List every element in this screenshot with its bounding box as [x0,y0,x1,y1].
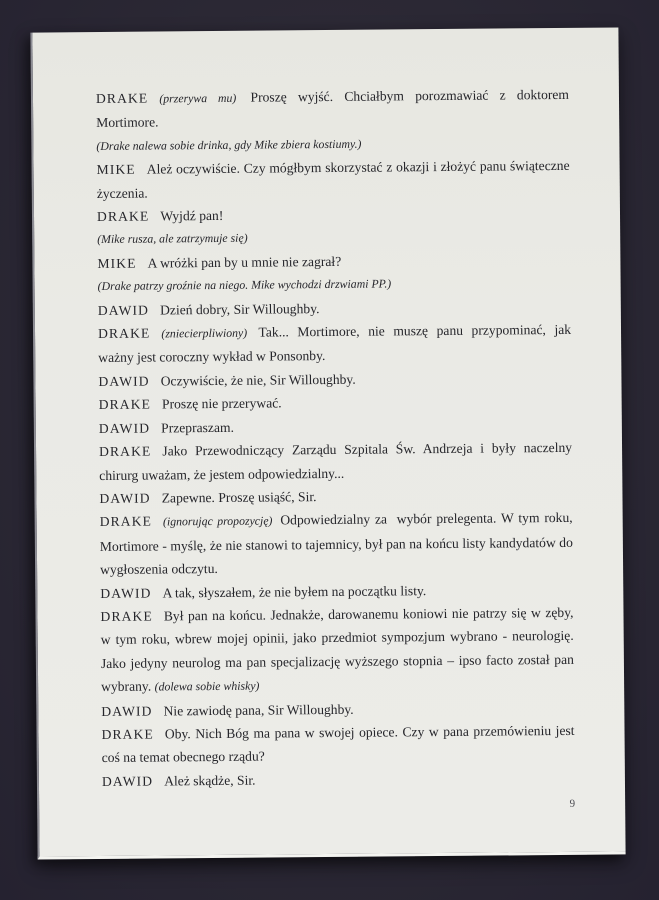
speaker-name: MIKE [97,255,137,271]
stage-direction: (Drake nalewa sobie drinka, gdy Mike zbiera kostiumy.) [96,136,362,153]
page-number: 9 [569,797,576,810]
speech-line: DRAKE Proszę nie przerywać. [98,395,282,413]
speaker-name: DRAKE [98,396,152,413]
speaker-name: DAWID [100,585,152,601]
speaker-name: DRAKE [96,208,150,225]
speech-line: MIKE A wróżki pan by u mnie nie zagrał? [97,253,342,271]
speaker-name: DAWID [98,420,151,436]
speech-line: DRAKE (zniecierpliwiony) Tak... Mortimore, nie muszę panu przypominać, jak ważny jest coroczny wykład w Ponsonby. [97,321,572,366]
script-text [96,83,575,793]
stage-direction-inline: (przerywa mu) [159,90,237,106]
speech-line: MIKE Ależ oczywiście. Czy mógłbym skorzystać z okazji i złożyć panu świąteczne życzenia. [96,158,570,201]
stage-direction: (Mike rusza, ale zatrzymuje się) [97,231,248,247]
speaker-name: DAWID [101,773,154,789]
stage-direction-inline: (ignorując propozycję) [162,513,273,529]
speech-line: DAWID Oczywiście, że nie, Sir Willoughby. [98,371,356,389]
speech-line: DRAKE Wyjdź pan! [96,207,224,225]
stage-direction: (Drake patrzy groźnie na niego. Mike wychodzi drzwiami PP.) [97,276,392,294]
speech-line: DRAKE (ignorując propozycję) Odpowiedzialny za wybór prelegenta. W tym roku, Mortimore - myślę, że nie stanowi to tajemnicy, był pan na końcu listy kandydatów do wygłoszenia odczytu. [99,510,573,578]
speaker-name: DRAKE [95,90,149,107]
speech-line: DRAKE Był pan na końcu. Jednakże, darowanemu koniowi nie patrzy się w zęby, w tym roku, wbrew mojej opinii, jako przedmiot sympozjum wybrano - neurologię. Jako jedyny neurolog ma pan specjalizację wyższego stopnia – ipso facto został pan wybrany. (dolewa sobie whisky) [100,604,574,695]
speech-line: DAWID Dzień dobry, Sir Willoughby. [97,300,320,318]
speaker-name: DAWID [101,703,153,719]
speaker-name: DRAKE [99,513,153,530]
speech-line: DAWID Zapewne. Proszę usiąść, Sir. [99,489,317,506]
speaker-name: DAWID [98,373,150,389]
speaker-name: DRAKE [100,608,153,624]
speech-line: DAWID Przepraszam. [98,419,234,436]
speaker-name: DRAKE [98,443,152,460]
speaker-name: DAWID [97,302,150,318]
stage-direction-inline: (dolewa sobie whisky) [154,678,260,694]
speech-line: DRAKE Jako Przewodniczący Zarządu Szpitala Św. Andrzeja i były naczelny chirurg uważam, że jestem odpowiedzialny... [98,439,573,483]
stage-direction-inline: (zniecierpliwiony) [161,325,248,341]
script-page [30,27,625,859]
speech-line: DAWID A tak, słyszałem, że nie byłem na początku listy. [100,582,427,601]
speech-line: DAWID Nie zawiodę pana, Sir Willoughby. [101,701,354,719]
speech-line: DRAKE Oby. Nich Bóg ma pana w swojej opiece. Czy w pana przemówieniu jest coś na temat obecnego rządu? [101,722,575,766]
speaker-name: MIKE [96,161,136,178]
speech-line: DAWID Ależ skądże, Sir. [101,772,256,789]
speaker-name: DRAKE [97,325,151,342]
speaker-name: DAWID [99,490,151,506]
speaker-name: DRAKE [101,726,154,742]
speech-line: DRAKE (przerywa mu) Proszę wyjść. Chciałbym porozmawiać z doktorem Mortimore. [95,86,570,131]
